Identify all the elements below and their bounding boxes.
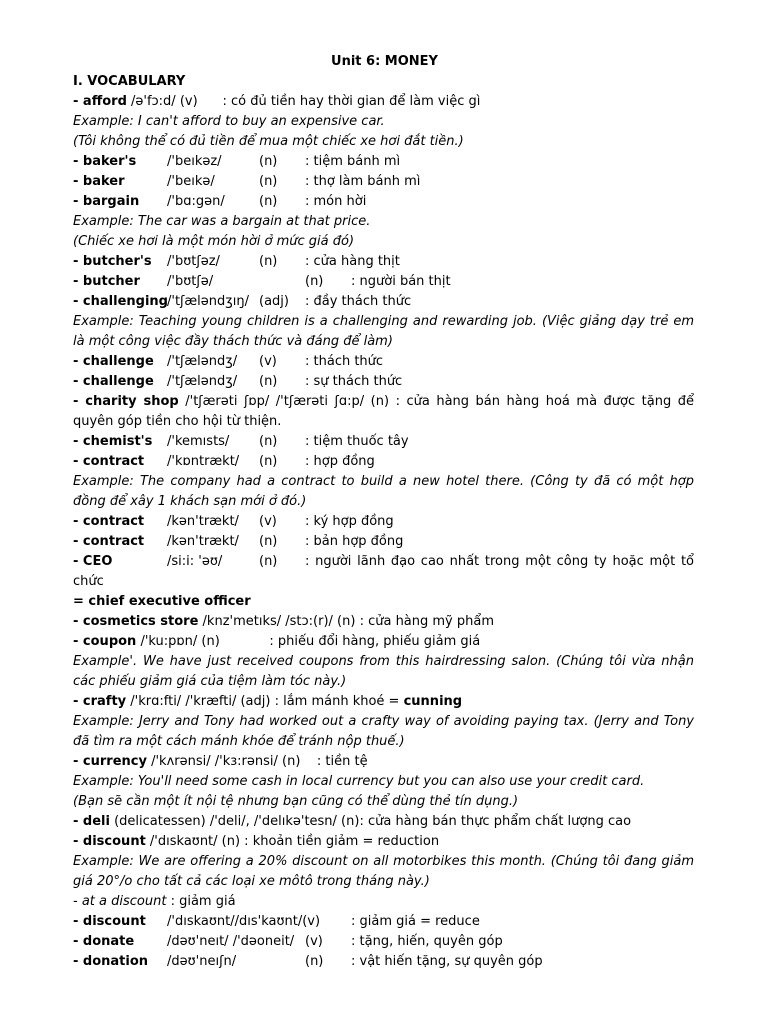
part-of-speech: (n) bbox=[259, 194, 278, 209]
meaning: : món hời bbox=[305, 194, 367, 209]
vocab-term: - baker's bbox=[73, 154, 137, 169]
part-of-speech: (n) bbox=[259, 174, 278, 189]
pronunciation: /'bɑ:gən/ bbox=[167, 194, 225, 209]
part-of-speech: (n) bbox=[259, 154, 278, 169]
vocab-entry bbox=[73, 912, 694, 932]
vocab-entry bbox=[73, 512, 694, 532]
meaning: : bản hợp đồng bbox=[305, 534, 404, 549]
meaning: : hợp đồng bbox=[305, 454, 375, 469]
vocab-term: - challenge bbox=[73, 354, 154, 369]
part-of-speech: (n) bbox=[259, 434, 278, 449]
vocab-entry bbox=[73, 692, 694, 712]
example-sentence: (Tôi không thể có đủ tiền để mua một chiếc xe hơi đắt tiền.) bbox=[73, 134, 464, 149]
example-sentence: Example'. We have just received coupons from this hairdressing salon. (Chúng tôi vừa nhận các phiếu giảm giá của tiệm làm tóc này.) bbox=[73, 654, 694, 689]
vocab-entry bbox=[73, 372, 694, 392]
vocab-entry bbox=[73, 532, 694, 552]
vocab-term: - deli bbox=[73, 814, 110, 829]
meaning: : tiệm bánh mì bbox=[305, 154, 401, 169]
vocab-term: - chemist's bbox=[73, 434, 153, 449]
vocab-entry bbox=[73, 752, 694, 772]
part-of-speech: (v) bbox=[259, 514, 277, 529]
vocab-entry bbox=[73, 92, 694, 112]
entry-text: /knz'metıks/ /stɔ:(r)/ (n) : cửa hàng mỹ phẩm bbox=[198, 614, 495, 629]
vocab-entry bbox=[73, 152, 694, 172]
meaning: : giảm giá = reduce bbox=[351, 914, 480, 929]
meaning: : cửa hàng thịt bbox=[305, 254, 400, 269]
page-title: Unit 6: MONEY bbox=[331, 54, 438, 69]
vocab-entry bbox=[73, 432, 694, 452]
example-sentence: (Chiếc xe hơi là một món hời ở mức giá đó) bbox=[73, 234, 355, 249]
vocab-entry bbox=[73, 192, 694, 212]
pronunciation: /'beıkəz/ bbox=[167, 154, 222, 169]
meaning: : vật hiến tặng, sự quyên góp bbox=[351, 954, 543, 969]
meaning: : sự thách thức bbox=[305, 374, 403, 389]
pronunciation: /si:i: 'əʊ/ bbox=[167, 554, 223, 569]
vocab-entry bbox=[73, 272, 694, 292]
example-sentence: Example: The car was a bargain at that price. bbox=[73, 214, 371, 229]
pronunciation: /'kemısts/ bbox=[167, 434, 230, 449]
meaning: : đầy thách thức bbox=[305, 294, 412, 309]
vocab-term: - CEO bbox=[73, 554, 113, 569]
vocab-entry bbox=[73, 292, 694, 312]
meaning: : tặng, hiến, quyên góp bbox=[351, 934, 503, 949]
pronunciation: /'tʃæləndʒ/ bbox=[167, 354, 238, 369]
example-sentence: Example: Teaching young children is a challenging and rewarding job. (Việc giảng dạy trẻ em là một công việc đầy thách thức và đáng để làm) bbox=[73, 314, 694, 349]
vocab-entry bbox=[73, 552, 694, 592]
vocab-phrase: - at a discount bbox=[73, 894, 167, 909]
vocab-term: - butcher bbox=[73, 274, 140, 289]
entry-text: /'dıskaʊnt/ (n) : khoản tiền giảm = reduction bbox=[145, 834, 440, 849]
section-heading: I. VOCABULARY bbox=[73, 74, 186, 89]
entry-text: /ə'fɔ:d/ (v) : có đủ tiền hay thời gian để làm việc gì bbox=[126, 94, 481, 109]
vocab-term: - charity shop bbox=[73, 394, 179, 409]
meaning: : người lãnh đạo cao nhất trong một công ty hoặc một tổ bbox=[305, 554, 694, 569]
part-of-speech: (n) bbox=[259, 554, 278, 569]
entry-text: /'kʌrənsi/ /'kɜ:rənsi/ (n) : tiền tệ bbox=[146, 754, 368, 769]
pronunciation: /'kɒntrækt/ bbox=[167, 454, 240, 469]
pronunciation: /'bʊtʃə/ bbox=[167, 274, 214, 289]
pronunciation: /dəʊ'neıt/ /'dəoneit/ bbox=[167, 934, 295, 949]
example-sentence: Example: I can't afford to buy an expensive car. bbox=[73, 114, 385, 129]
vocab-term: - contract bbox=[73, 514, 145, 529]
entry-text: : giảm giá bbox=[166, 894, 236, 909]
pronunciation: /kən'trækt/ bbox=[167, 514, 239, 529]
part-of-speech: (adj) bbox=[259, 294, 289, 309]
vocabulary-list bbox=[73, 92, 699, 972]
vocab-term: - donation bbox=[73, 954, 149, 969]
meaning: : tiệm thuốc tây bbox=[305, 434, 409, 449]
synonym-line: = chief executive officer bbox=[73, 594, 251, 609]
vocab-term: - currency bbox=[73, 754, 147, 769]
vocab-entry bbox=[73, 632, 694, 652]
pronunciation: /'tʃæləndʒ/ bbox=[167, 374, 238, 389]
entry-text: (delicatessen) /'deli/, /'delıkə'tesn/ (n): cửa hàng bán thực phẩm chất lượng cao bbox=[109, 814, 632, 829]
part-of-speech: (n) bbox=[259, 374, 278, 389]
vocab-term: - contract bbox=[73, 534, 145, 549]
example-sentence: Example: Jerry and Tony had worked out a crafty way of avoiding paying tax. (Jerry and Tony đã tìm ra một cách mánh khóe để tránh nộp thuế.) bbox=[73, 714, 694, 749]
vocab-entry bbox=[73, 932, 694, 952]
vocab-entry bbox=[73, 172, 694, 192]
vocab-term: - coupon bbox=[73, 634, 137, 649]
part-of-speech: (v) bbox=[259, 354, 277, 369]
pronunciation: /'beıkə/ bbox=[167, 174, 215, 189]
entry-text: /'krɑ:fti/ /'kræfti/ (adj) : lắm mánh khoé = bbox=[126, 694, 404, 709]
entry-text: /'ku:pɒn/ (n) : phiếu đổi hàng, phiếu giảm giá bbox=[136, 634, 481, 649]
vocab-term: - donate bbox=[73, 934, 135, 949]
pronunciation: /'tʃæləndʒıŋ/ bbox=[167, 294, 250, 309]
part-of-speech: (n) bbox=[305, 274, 324, 289]
part-of-speech: (n) bbox=[305, 954, 324, 969]
vocab-term: - baker bbox=[73, 174, 125, 189]
example-sentence: Example: You'll need some cash in local currency but you can also use your credit card. bbox=[73, 774, 645, 789]
vocab-term: - cosmetics store bbox=[73, 614, 199, 629]
vocab-entry bbox=[73, 812, 694, 832]
vocab-term: - bargain bbox=[73, 194, 140, 209]
meaning: : thợ làm bánh mì bbox=[305, 174, 421, 189]
vocab-entry bbox=[73, 352, 694, 372]
vocab-term: - discount bbox=[73, 834, 146, 849]
vocab-term: - afford bbox=[73, 94, 127, 109]
vocab-term: - challenging bbox=[73, 294, 168, 309]
meaning: : người bán thịt bbox=[351, 274, 451, 289]
part-of-speech: (n) bbox=[259, 454, 278, 469]
vocab-term: - contract bbox=[73, 454, 145, 469]
vocab-entry bbox=[73, 252, 694, 272]
vocab-entry bbox=[73, 832, 694, 852]
example-sentence: Example: We are offering a 20% discount on all motorbikes this month. (Chúng tôi đang giảm giá 20°/o cho tất cả các loại xe môtô trong tháng này.) bbox=[73, 854, 694, 889]
vocab-entry bbox=[73, 612, 694, 632]
synonym: cunning bbox=[403, 694, 463, 709]
vocab-entry bbox=[73, 892, 694, 912]
vocab-term: - butcher's bbox=[73, 254, 152, 269]
vocab-term: - challenge bbox=[73, 374, 154, 389]
meaning-continuation: chức bbox=[73, 574, 104, 589]
vocab-entry bbox=[73, 452, 694, 472]
part-of-speech: (n) bbox=[259, 534, 278, 549]
example-sentence: (Bạn sẽ cần một ít nội tệ nhưng bạn cũng có thể dùng thẻ tín dụng.) bbox=[73, 794, 519, 809]
pronunciation: /'dıskaʊnt//dıs'kaʊnt/(v) bbox=[167, 914, 321, 929]
entry-text: /'tʃærəti ʃɒp/ /'tʃærəti ʃɑ:p/ (n) : cửa hàng bán hàng hoá mà được tặng để quyên góp tiền cho hội từ thiện. bbox=[73, 394, 699, 429]
part-of-speech: (v) bbox=[305, 934, 323, 949]
vocab-entry bbox=[73, 952, 694, 972]
meaning: : ký hợp đồng bbox=[305, 514, 394, 529]
pronunciation: /'bʊtʃəz/ bbox=[167, 254, 220, 269]
meaning: : thách thức bbox=[305, 354, 384, 369]
vocab-entry bbox=[73, 392, 699, 432]
vocab-term: - discount bbox=[73, 914, 146, 929]
example-sentence: Example: The company had a contract to build a new hotel there. (Công ty đã có một hợp đồng để xây 1 khách sạn mới ở đó.) bbox=[73, 474, 694, 509]
pronunciation: /dəʊ'neıʃn/ bbox=[167, 954, 237, 969]
vocab-term: - crafty bbox=[73, 694, 127, 709]
part-of-speech: (n) bbox=[259, 254, 278, 269]
pronunciation: /kən'trækt/ bbox=[167, 534, 239, 549]
